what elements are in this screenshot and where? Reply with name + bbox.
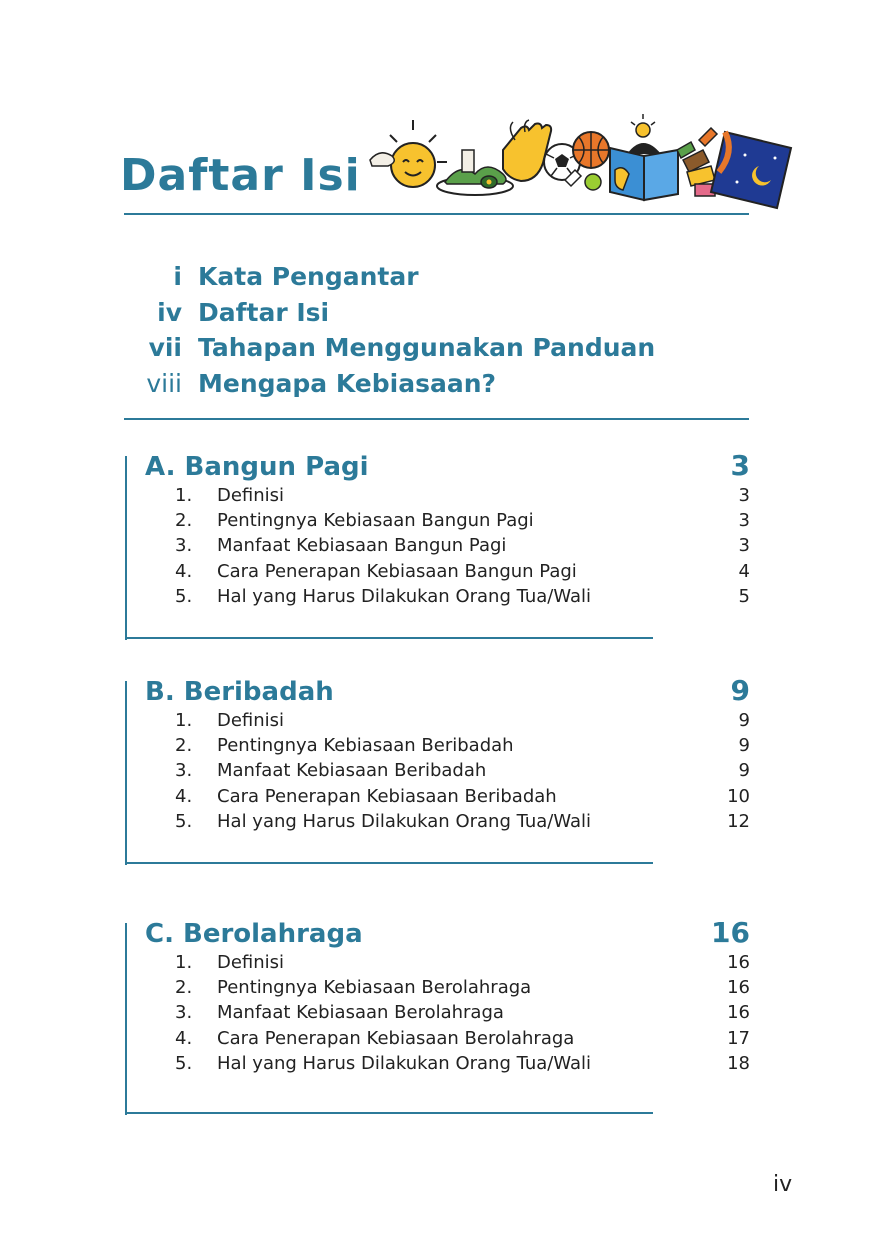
list-item[interactable] [175,485,750,510]
item-number: 5. [175,810,193,832]
clapping-hands-icon [503,120,551,181]
item-number: 3. [175,535,193,557]
item-page: 3 [738,485,750,506]
section-title: C. Berolahraga [145,919,363,949]
section-title: B. Beribadah [145,677,334,707]
section-frame [125,923,127,1115]
item-page: 9 [738,735,750,757]
front-matter-list [130,262,730,404]
title-divider [124,213,749,215]
list-item[interactable] [175,811,750,836]
list-item[interactable] [175,535,750,560]
list-item[interactable] [175,510,750,535]
item-text: Hal yang Harus Dilakukan Orang Tua/Wali [217,1052,592,1074]
basketball-icon [573,132,609,168]
sun-icon [370,120,447,187]
item-page: 16 [727,1002,750,1024]
item-page: 9 [738,760,750,782]
item-number: 3. [175,760,193,782]
section-heading[interactable] [145,449,750,482]
item-number: 5. [175,585,193,607]
front-matter-item[interactable] [130,369,730,405]
item-number: 4. [175,560,193,582]
list-item[interactable] [175,561,750,586]
section-beribadah [125,674,750,866]
header-illustration [365,110,795,210]
item-number: 5. [175,1052,193,1074]
section-berolahraga [125,916,750,1116]
section-items [175,485,750,611]
item-text: Cara Penerapan Kebiasaan Berolahraga [217,1027,575,1049]
list-item[interactable] [175,1002,750,1027]
list-item[interactable] [175,735,750,760]
item-text: Hal yang Harus Dilakukan Orang Tua/Wali [217,810,592,832]
item-page: 3 [738,535,750,557]
list-item[interactable] [175,786,750,811]
front-matter-item[interactable] [130,262,730,298]
front-matter-page: iv [157,297,182,327]
page-title: Daftar Isi [120,150,361,201]
section-items [175,710,750,836]
item-number: 2. [175,735,193,757]
item-text: Definisi [217,952,285,973]
item-text: Definisi [217,710,285,731]
section-frame-bottom [125,1112,653,1114]
front-matter-label: Kata Pengantar [198,262,419,291]
list-item[interactable] [175,710,750,735]
item-text: Definisi [217,485,285,506]
section-frame [125,681,127,865]
lamp-icon [627,114,661,154]
item-text: Pentingnya Kebiasaan Berolahraga [217,977,532,999]
item-page: 17 [727,1027,750,1049]
section-title: A. Bangun Pagi [145,452,369,482]
item-text: Cara Penerapan Kebiasaan Bangun Pagi [217,560,577,582]
item-page: 5 [738,585,750,607]
item-page: 4 [738,560,750,582]
front-matter-label: Daftar Isi [198,297,330,327]
section-heading[interactable] [145,674,750,707]
page-number: iv [773,1172,793,1197]
list-item[interactable] [175,977,750,1002]
list-item[interactable] [175,760,750,785]
front-matter-label: Mengapa Kebiasaan? [198,368,497,398]
list-item[interactable] [175,586,750,611]
front-matter-page: vii [148,333,182,362]
item-text: Manfaat Kebiasaan Bangun Pagi [217,535,507,557]
book-icon [610,148,678,200]
item-text: Manfaat Kebiasaan Berolahraga [217,1002,504,1024]
section-page: 9 [730,674,750,707]
item-number: 4. [175,1027,193,1049]
section-heading[interactable] [145,916,750,949]
item-page: 10 [727,785,750,807]
item-text: Manfaat Kebiasaan Beribadah [217,760,487,782]
item-text: Cara Penerapan Kebiasaan Beribadah [217,785,557,807]
item-number: 3. [175,1002,193,1024]
item-page: 16 [727,977,750,999]
item-number: 2. [175,977,193,999]
item-number: 2. [175,510,193,532]
section-bangun-pagi [125,449,750,641]
section-frame-bottom [125,862,653,864]
section-page: 16 [711,916,750,949]
item-text: Hal yang Harus Dilakukan Orang Tua/Wali [217,585,592,607]
item-page: 3 [738,510,750,532]
front-matter-divider [124,418,749,420]
section-page: 3 [730,449,750,482]
front-matter-item[interactable] [130,298,730,334]
list-item[interactable] [175,952,750,977]
item-number: 1. [175,485,193,506]
front-matter-page: viii [146,368,182,398]
night-moon-icon [711,132,791,208]
section-frame [125,456,127,640]
hands-together-icon [677,128,717,196]
food-plate-icon [437,150,513,195]
front-matter-item[interactable] [130,333,730,369]
item-number: 4. [175,785,193,807]
item-text: Pentingnya Kebiasaan Bangun Pagi [217,510,534,532]
list-item[interactable] [175,1028,750,1053]
section-frame-bottom [125,637,653,639]
front-matter-label: Tahapan Menggunakan Panduan [198,333,656,362]
item-page: 18 [727,1052,750,1074]
item-page: 16 [727,952,750,973]
item-number: 1. [175,952,193,973]
list-item[interactable] [175,1053,750,1078]
item-page: 9 [738,710,750,731]
item-text: Pentingnya Kebiasaan Beribadah [217,735,514,757]
section-items [175,952,750,1078]
item-page: 12 [727,810,750,832]
item-number: 1. [175,710,193,731]
front-matter-page: i [173,262,182,291]
